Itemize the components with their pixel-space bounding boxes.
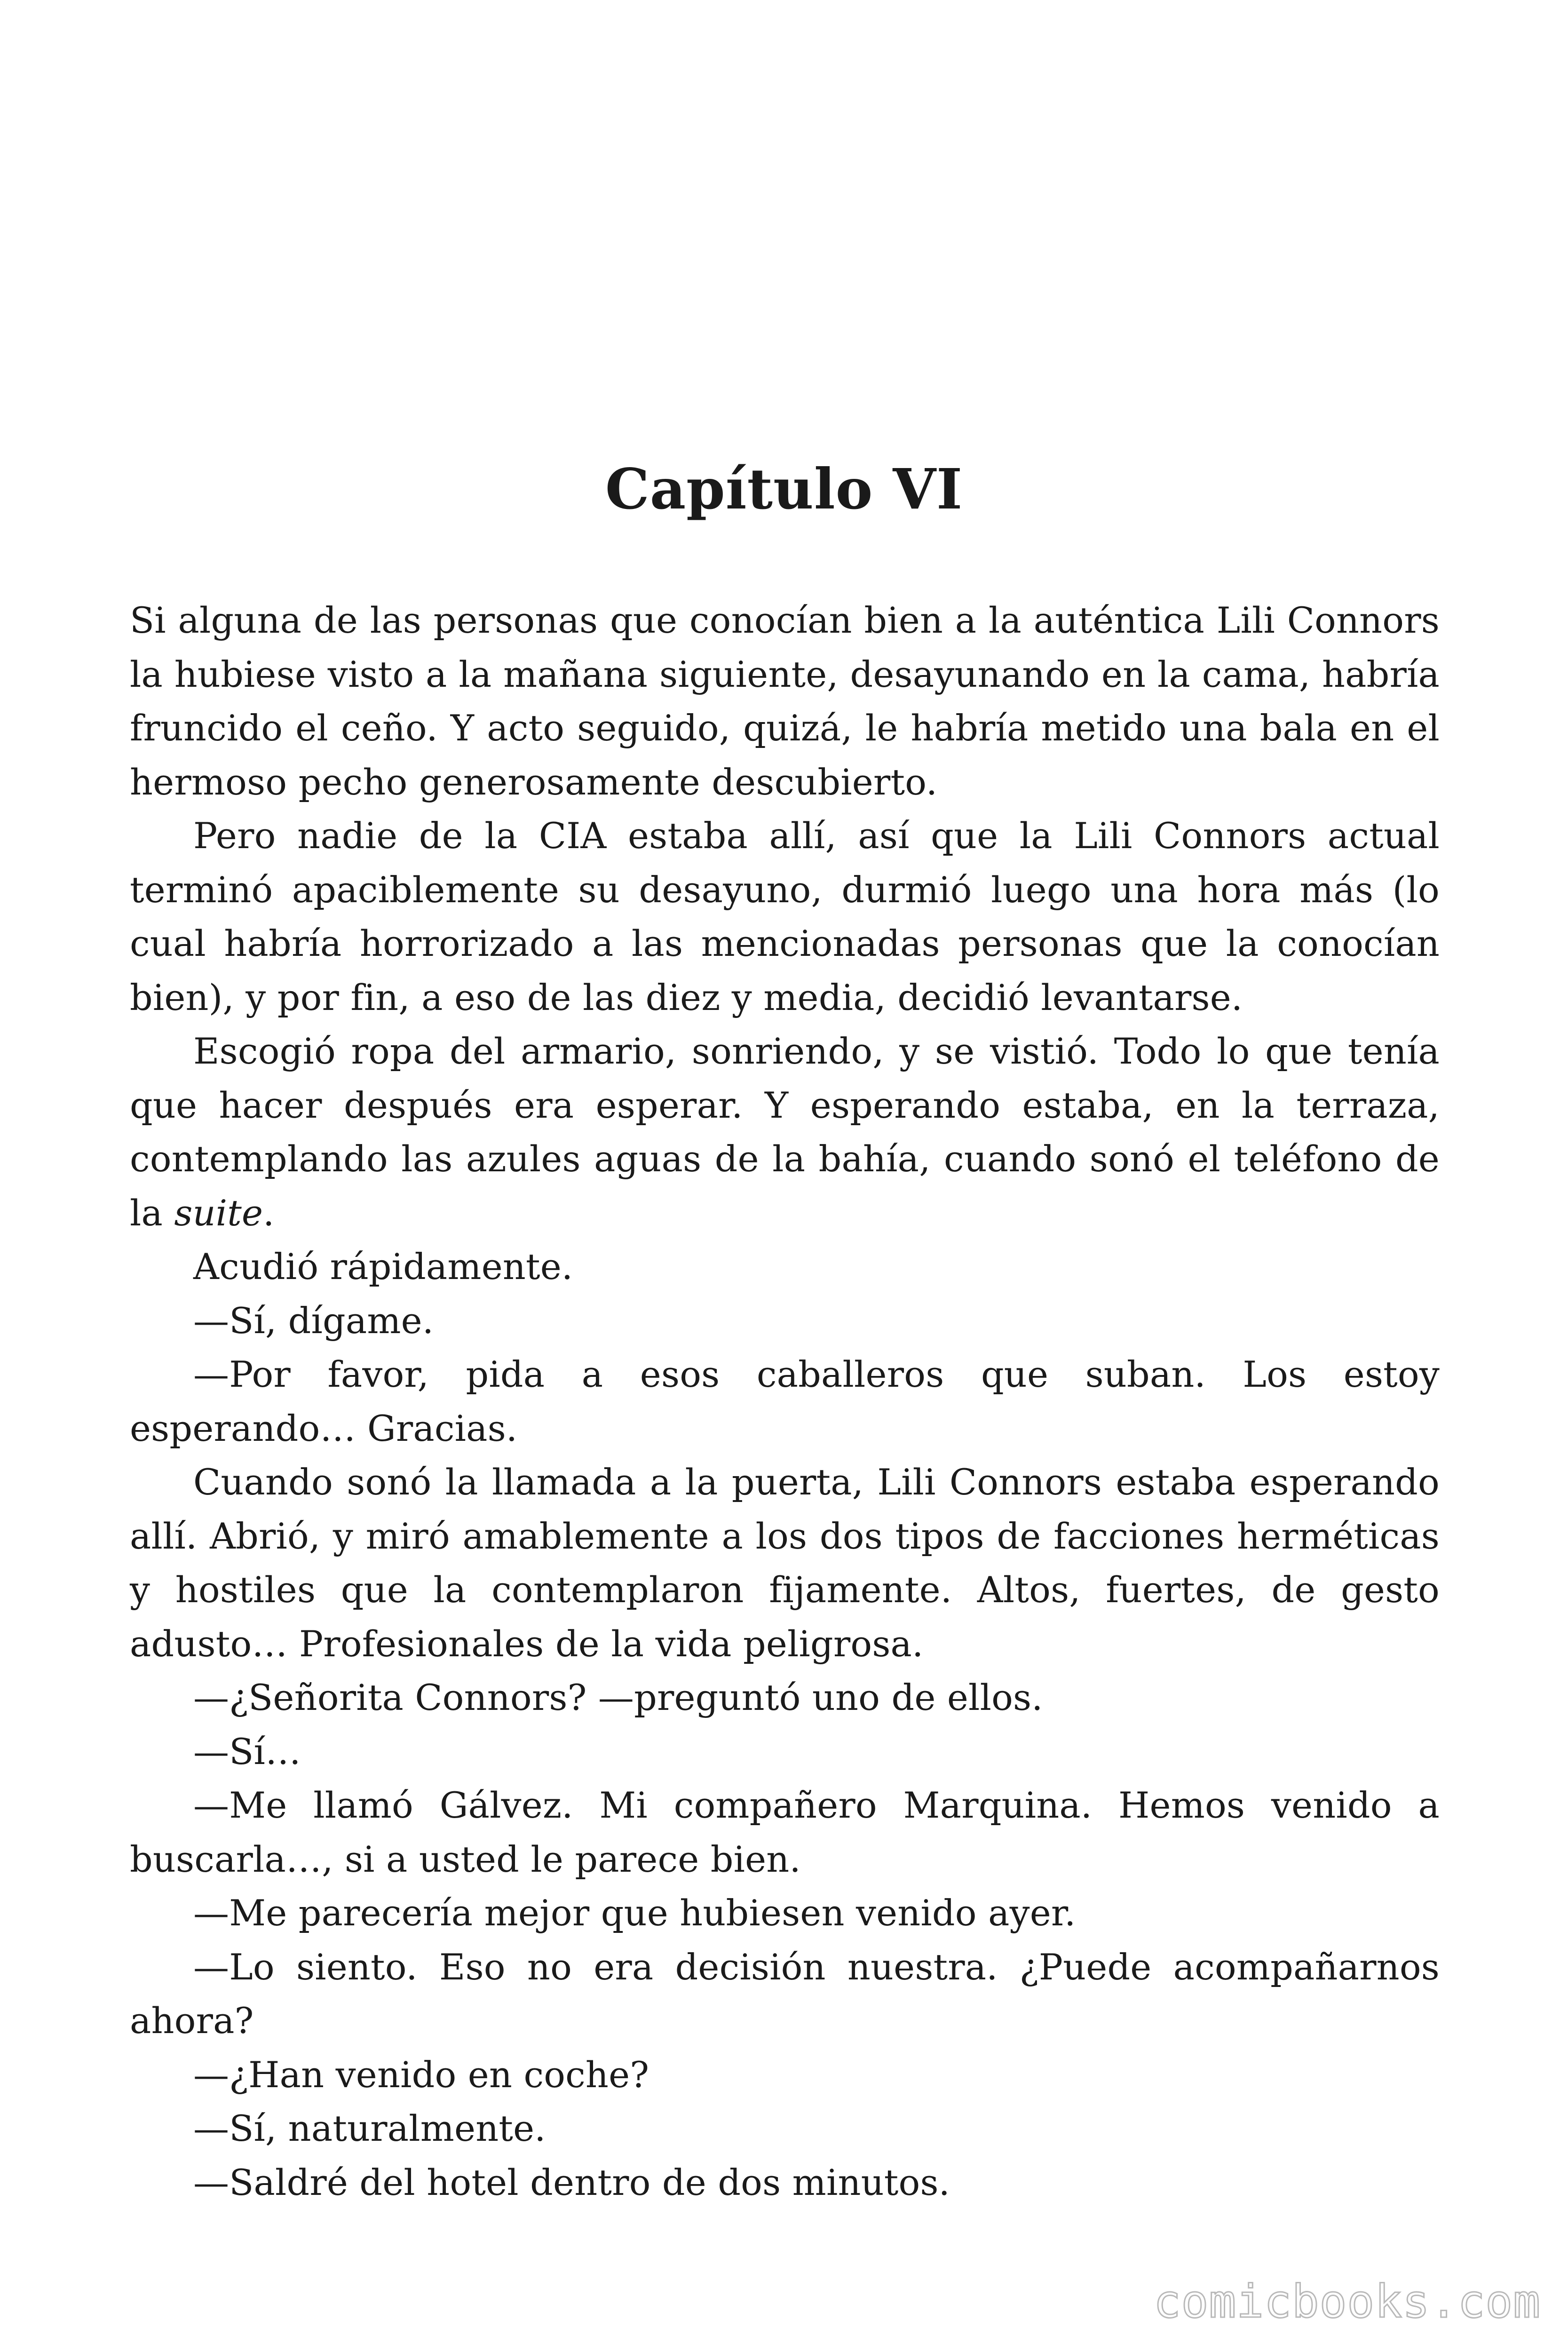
paragraph-4: Acudió rápidamente. — [193, 1246, 573, 1287]
watermark-logo: comicbooks.com — [1153, 2275, 1541, 2328]
dialogue-line: —Lo siento. Eso no era decisión nuestra. ¿Puede acompañarnos ahora? — [130, 1946, 1440, 2042]
paragraph-1: Si alguna de las personas que conocían bien a la auténtica Lili Connors la hubiese visto a la mañana siguiente, desayunando en la cama, habría fruncido el ceño. Y acto seguido, quizá, le habría metido una bala en el hermoso pecho generosamente descubierto. — [130, 599, 1440, 803]
dialogue-line: —Me parecería mejor que hubiesen venido ayer. — [193, 1892, 1076, 1934]
paragraph-2: Pero nadie de la CIA estaba allí, así que la Lili Connors actual terminó apaciblemente su desayuno, durmió luego una hora más (lo cual habría horrorizado a las mencionadas personas que la conocían bien), y por fin, a eso de las diez y media, decidió levantarse. — [130, 815, 1440, 1018]
paragraph-3 — [130, 1025, 1440, 1240]
paragraph-3-end: . — [263, 1192, 275, 1234]
dialogue-line: —Por favor, pida a esos caballeros que suban. Los estoy esperando… Gracias. — [130, 1353, 1440, 1449]
chapter-title: Capítulo VI — [605, 456, 963, 522]
dialogue-line: —¿Señorita Connors? —preguntó uno de ellos. — [193, 1677, 1043, 1718]
chapter-body — [130, 594, 1440, 2209]
dialogue-line: —Sí, dígame. — [193, 1299, 434, 1342]
dialogue-line: —Sí, naturalmente. — [193, 2107, 546, 2149]
dialogue-line: —Sí… — [193, 1730, 301, 1772]
paragraph-7: Cuando sonó la llamada a la puerta, Lili Connors estaba esperando allí. Abrió, y miró amablemente a los dos tipos de facciones herméticas y hostiles que la contemplaron fijamente. Altos, fuertes, de gesto adusto… Profesionales de la vida peligrosa. — [130, 1461, 1440, 1665]
dialogue-line: —Me llamó Gálvez. Mi compañero Marquina. Hemos venido a buscarla…, si a usted le parece bien. — [130, 1784, 1440, 1880]
dialogue-line: —¿Han venido en coche? — [193, 2053, 649, 2096]
paragraph-3-text: Escogió ropa del armario, sonriendo, y se vistió. Todo lo que tenía que hacer después era esperar. Y esperando estaba, en la terraza, contemplando las azules aguas de la bahía, cuando sonó el teléfono de la — [130, 1030, 1440, 1234]
italic-word: suite — [174, 1192, 263, 1234]
dialogue-line: —Saldré del hotel dentro de dos minutos. — [193, 2161, 950, 2203]
